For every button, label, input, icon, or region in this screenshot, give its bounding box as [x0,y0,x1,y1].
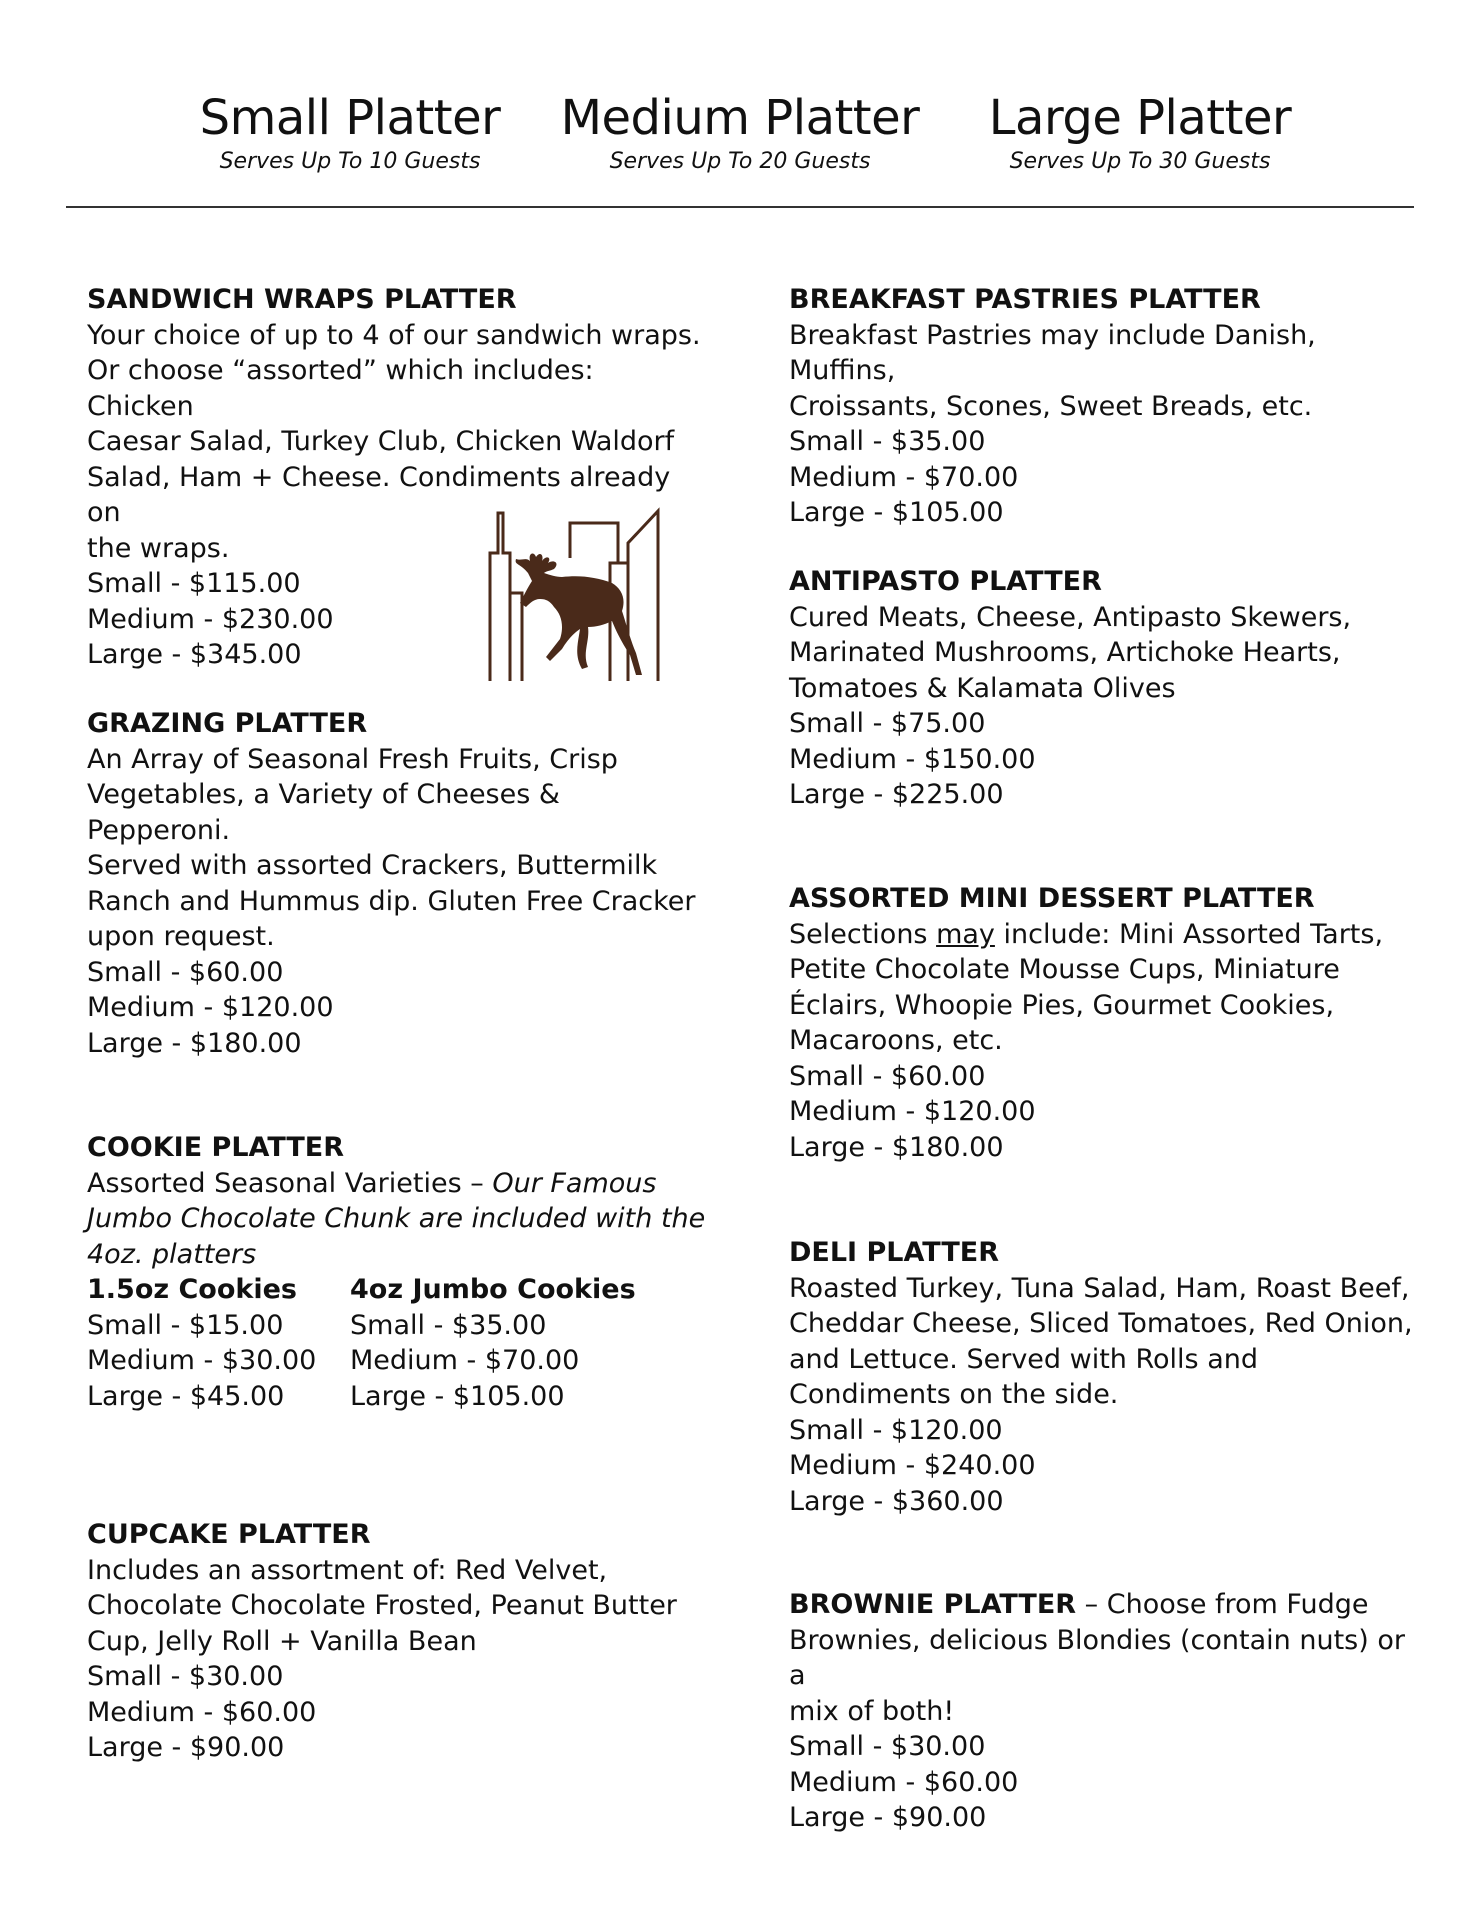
breakfast-title: BREAKFAST PASTRIES PLATTER [789,284,1261,315]
dessert-section [789,881,1419,1165]
breakfast-desc-line: Breakfast Pastries may include Danish, Muffins, [789,319,1316,386]
dessert-desc-line: Macaroons, etc. [789,1025,1003,1056]
cupcake-desc-line: Cup, Jelly Roll + Vanilla Bean [87,1625,477,1657]
cookie-col1-price: Medium - $30.00 [87,1345,317,1376]
dessert-desc-b: include: Mini Assorted Tarts, [994,918,1384,950]
cookie-desc-plain: Assorted Seasonal Varieties – [87,1167,493,1199]
sandwich-title: SANDWICH WRAPS PLATTER [87,284,517,315]
cookie-col2-price: Medium - $70.00 [350,1345,580,1376]
breakfast-section [789,282,1419,531]
dessert-desc-line [789,917,1419,953]
breakfast-price-large: Large - $105.00 [789,497,1004,528]
grazing-section [87,706,707,1061]
deli-section [789,1235,1419,1519]
deli-price-small: Small - $120.00 [789,1414,1003,1446]
antipasto-price-medium: Medium - $150.00 [789,743,1036,775]
grazing-desc-line: Vegetables, a Variety of Cheeses & Pepperoni. [87,779,560,846]
building-outline [510,593,522,681]
cookie-price-columns [87,1272,707,1414]
antipasto-title: ANTIPASTO PLATTER [789,566,1102,597]
cupcake-section [87,1517,707,1766]
brownie-desc-line: Brownies, delicious Blondies (contain nuts) or a [789,1624,1405,1691]
grazing-price-large: Large - $180.00 [87,1027,302,1059]
brownie-price-medium: Medium - $60.00 [789,1766,1019,1798]
cookie-col2-price: Large - $105.00 [350,1380,565,1412]
moose-silhouette [516,554,642,675]
dessert-desc-line: Petite Chocolate Mousse Cups, Miniature [789,954,1340,985]
brownie-price-large: Large - $90.00 [789,1802,987,1833]
cookie-col1-price: Small - $15.00 [87,1309,284,1341]
breakfast-desc-line: Croissants, Scones, Sweet Breads, etc. [789,390,1313,422]
antipasto-desc-line: Cured Meats, Cheese, Antipasto Skewers, [789,601,1352,633]
header-small-subtitle: Serves Up To 10 Guests [219,149,481,174]
cookie-title: COOKIE PLATTER [87,1132,345,1163]
cookie-desc-italic-line: 4oz. platters [87,1238,257,1270]
grazing-desc-line: An Array of Seasonal Fresh Fruits, Crisp [87,743,618,775]
cupcake-price-medium: Medium - $60.00 [87,1696,317,1728]
deli-desc-line: Condiments on the side. [789,1379,1119,1410]
dessert-title: ASSORTED MINI DESSERT PLATTER [789,883,1315,914]
header-small [180,88,520,176]
brownie-heading-line [789,1587,1419,1623]
dessert-price-medium: Medium - $120.00 [789,1096,1036,1127]
brownie-section [789,1587,1419,1836]
sandwich-price-medium: Medium - $230.00 [87,603,334,635]
breakfast-price-small: Small - $35.00 [789,426,986,457]
grazing-price-small: Small - $60.00 [87,956,284,988]
header-medium [550,88,930,176]
antipasto-section [789,564,1419,813]
header-medium-title: Medium Platter [560,90,920,146]
deli-price-medium: Medium - $240.00 [789,1450,1036,1481]
header-large [970,88,1310,176]
grazing-price-medium: Medium - $120.00 [87,992,334,1023]
sandwich-desc-line: Your choice of up to 4 of our sandwich wraps. [87,319,701,351]
sandwich-price-small: Small - $115.00 [87,568,301,599]
cookie-col1-price: Large - $45.00 [87,1380,285,1412]
deli-desc-line: Cheddar Cheese, Sliced Tomatoes, Red Onion, [789,1308,1413,1339]
sandwich-desc-line: Or choose “assorted” which includes: Chicken [87,355,594,422]
antipasto-desc-line: Tomatoes & Kalamata Olives [789,672,1176,704]
cookie-desc-italic-line: Jumbo Chocolate Chunk are included with the [87,1203,706,1234]
brownie-desc-line: mix of both! [789,1695,955,1727]
dessert-price-large: Large - $180.00 [789,1131,1004,1163]
building-outline [570,523,618,563]
sandwich-price-large: Large - $345.00 [87,639,302,670]
cupcake-title: CUPCAKE PLATTER [87,1519,371,1550]
brownie-title: BROWNIE PLATTER [789,1589,1077,1620]
cookie-desc-line [87,1166,707,1202]
grazing-title: GRAZING PLATTER [87,708,368,739]
header-divider [66,206,1414,208]
cookie-col2-price: Small - $35.00 [350,1309,547,1341]
header-medium-subtitle: Serves Up To 20 Guests [609,149,871,174]
antipasto-price-small: Small - $75.00 [789,708,986,739]
dessert-desc-a: Selections [789,918,937,950]
building-outline [490,513,510,681]
cookie-col1-heading: 1.5oz Cookies [87,1274,298,1305]
header-large-subtitle: Serves Up To 30 Guests [1009,149,1271,174]
cookie-col2-heading: 4oz Jumbo Cookies [350,1274,636,1305]
header-large-title: Large Platter [988,90,1292,146]
dessert-desc-underlined: may [936,918,995,950]
antipasto-desc-line: Marinated Mushrooms, Artichoke Hearts, [789,637,1341,668]
grazing-desc-line: Ranch and Hummus dip. Gluten Free Cracker [87,885,696,917]
deli-price-large: Large - $360.00 [789,1485,1004,1517]
cupcake-desc-line: Includes an assortment of: Red Velvet, [87,1554,608,1586]
cupcake-desc-line: Chocolate Chocolate Frosted, Peanut Butter [87,1590,677,1621]
sandwich-desc-line: Salad, Ham + Cheese. Condiments already on [87,461,671,528]
cupcake-price-small: Small - $30.00 [87,1661,284,1692]
cookie-desc-italic: Our Famous [492,1167,657,1199]
cupcake-price-large: Large - $90.00 [87,1732,285,1763]
sandwich-desc-line: Caesar Salad, Turkey Club, Chicken Waldorf [87,426,675,457]
antipasto-price-large: Large - $225.00 [789,779,1004,810]
grazing-desc-line: upon request. [87,921,275,952]
cookie-section [87,1130,707,1414]
brownie-title-rest: – Choose from Fudge [1076,1589,1369,1620]
grazing-desc-line: Served with assorted Crackers, Buttermilk [87,850,658,881]
dessert-price-small: Small - $60.00 [789,1060,986,1092]
deli-title: DELI PLATTER [789,1237,999,1268]
deli-desc-line: and Lettuce. Served with Rolls and [789,1343,1259,1375]
breakfast-price-medium: Medium - $70.00 [789,461,1019,493]
moose-city-logo-icon [470,503,685,683]
sandwich-desc-line: the wraps. [87,532,230,564]
deli-desc-line: Roasted Turkey, Tuna Salad, Ham, Roast Beef, [789,1272,1410,1304]
header-small-title: Small Platter [199,90,501,146]
dessert-desc-line: Éclairs, Whoopie Pies, Gourmet Cookies, [789,989,1335,1021]
cookie-col-jumbo [350,1272,636,1414]
brownie-price-small: Small - $30.00 [789,1731,986,1762]
